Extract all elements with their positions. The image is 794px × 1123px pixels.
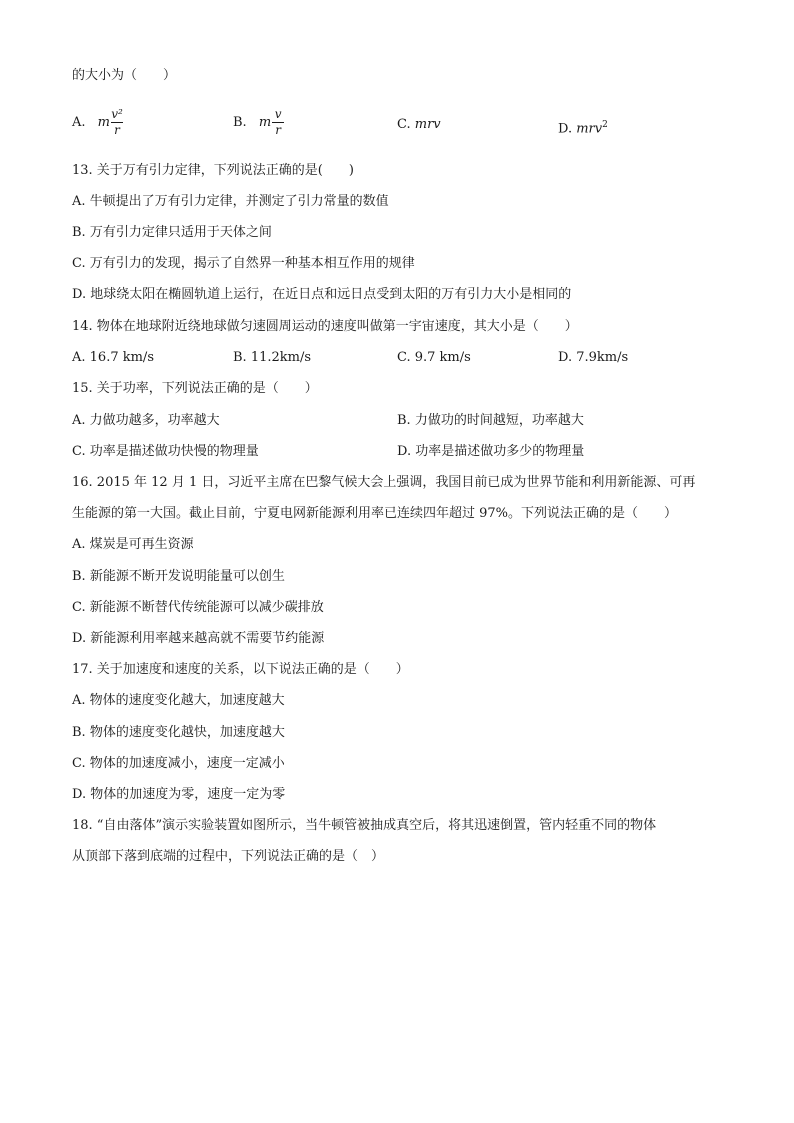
q14-option-d: D. 7.9km/s	[558, 350, 629, 365]
q16-option-a: A. 煤炭是可再生资源	[72, 537, 194, 552]
q16-stem-line-1: 16. 2015 年 12 月 1 日，习近平主席在巴黎气候大会上强调，我国目前已成为世界节能和利用新能源、可再	[72, 475, 696, 490]
fraction-v-over-r: $\frac{v}{r}$	[272, 108, 284, 137]
question-12-stem-end: 的大小为（ ）	[72, 68, 177, 83]
q17-option-b: B. 物体的速度变化越快，加速度越大	[72, 725, 285, 740]
q18-stem-line-2: 从顶部下落到底端的过程中，下列说法正确的是（ ）	[72, 849, 385, 864]
q13-option-d: D. 地球绕太阳在椭圆轨道上运行，在近日点和远日点受到太阳的万有引力大小是相同的	[72, 287, 572, 302]
q14-option-a: A. 16.7 km/s	[72, 350, 154, 365]
q13-stem: 13. 关于万有引力定律，下列说法正确的是( )	[72, 163, 354, 178]
fraction-v2-over-r: $\frac{\text{v²}}{r}$	[111, 107, 123, 137]
q17-option-a: A. 物体的速度变化越大，加速度越大	[72, 693, 285, 708]
q17-option-d: D. 物体的加速度为零，速度一定为零	[72, 787, 286, 802]
q12-option-b	[233, 108, 284, 137]
q15-option-c: C. 功率是描述做功快慢的物理量	[72, 444, 259, 459]
q16-option-d: D. 新能源利用率越来越高就不需要节约能源	[72, 631, 325, 646]
q14-option-b: B. 11.2km/s	[233, 350, 312, 365]
q12-option-d: D. mrv$^2$	[558, 120, 608, 137]
q12-option-a	[72, 108, 123, 137]
q14-option-c: C. 9.7 km/s	[397, 350, 471, 365]
q15-option-d: D. 功率是描述做功多少的物理量	[397, 444, 585, 459]
q17-stem: 17. 关于加速度和速度的关系，以下说法正确的是（ ）	[72, 662, 409, 677]
q12-option-c: C. mrv	[397, 117, 441, 132]
q14-stem: 14. 物体在地球附近绕地球做匀速圆周运动的速度叫做第一宇宙速度，其大小是（ ）	[72, 319, 578, 334]
q16-option-b: B. 新能源不断开发说明能量可以创生	[72, 569, 285, 584]
q17-option-c: C. 物体的加速度减小，速度一定减小	[72, 756, 285, 771]
q16-stem-line-2: 生能源的第一大国。截止目前，宁夏电网新能源利用率已连续四年超过 97%。下列说法正确的是（ ）	[72, 506, 678, 521]
q15-option-a: A. 力做功越多，功率越大	[72, 413, 220, 428]
q15-option-b: B. 力做功的时间越短，功率越大	[397, 413, 584, 428]
q13-option-c: C. 万有引力的发现，揭示了自然界一种基本相互作用的规律	[72, 256, 415, 271]
q15-stem: 15. 关于功率，下列说法正确的是（ ）	[72, 381, 318, 396]
q16-option-c: C. 新能源不断替代传统能源可以减少碳排放	[72, 600, 324, 615]
option-label: A.	[72, 115, 86, 130]
q13-option-a: A. 牛顿提出了万有引力定律，并测定了引力常量的数值	[72, 194, 389, 209]
q13-option-b: B. 万有引力定律只适用于天体之间	[72, 225, 272, 240]
mass-symbol: m	[258, 115, 272, 130]
mass-symbol: m	[97, 115, 110, 130]
option-label: B.	[233, 115, 247, 130]
q18-stem-line-1: 18. “自由落体”演示实验装置如图所示，当牛顿管被抽成真空后，将其迅速倒置，管内轻重不同的物体	[72, 818, 657, 833]
